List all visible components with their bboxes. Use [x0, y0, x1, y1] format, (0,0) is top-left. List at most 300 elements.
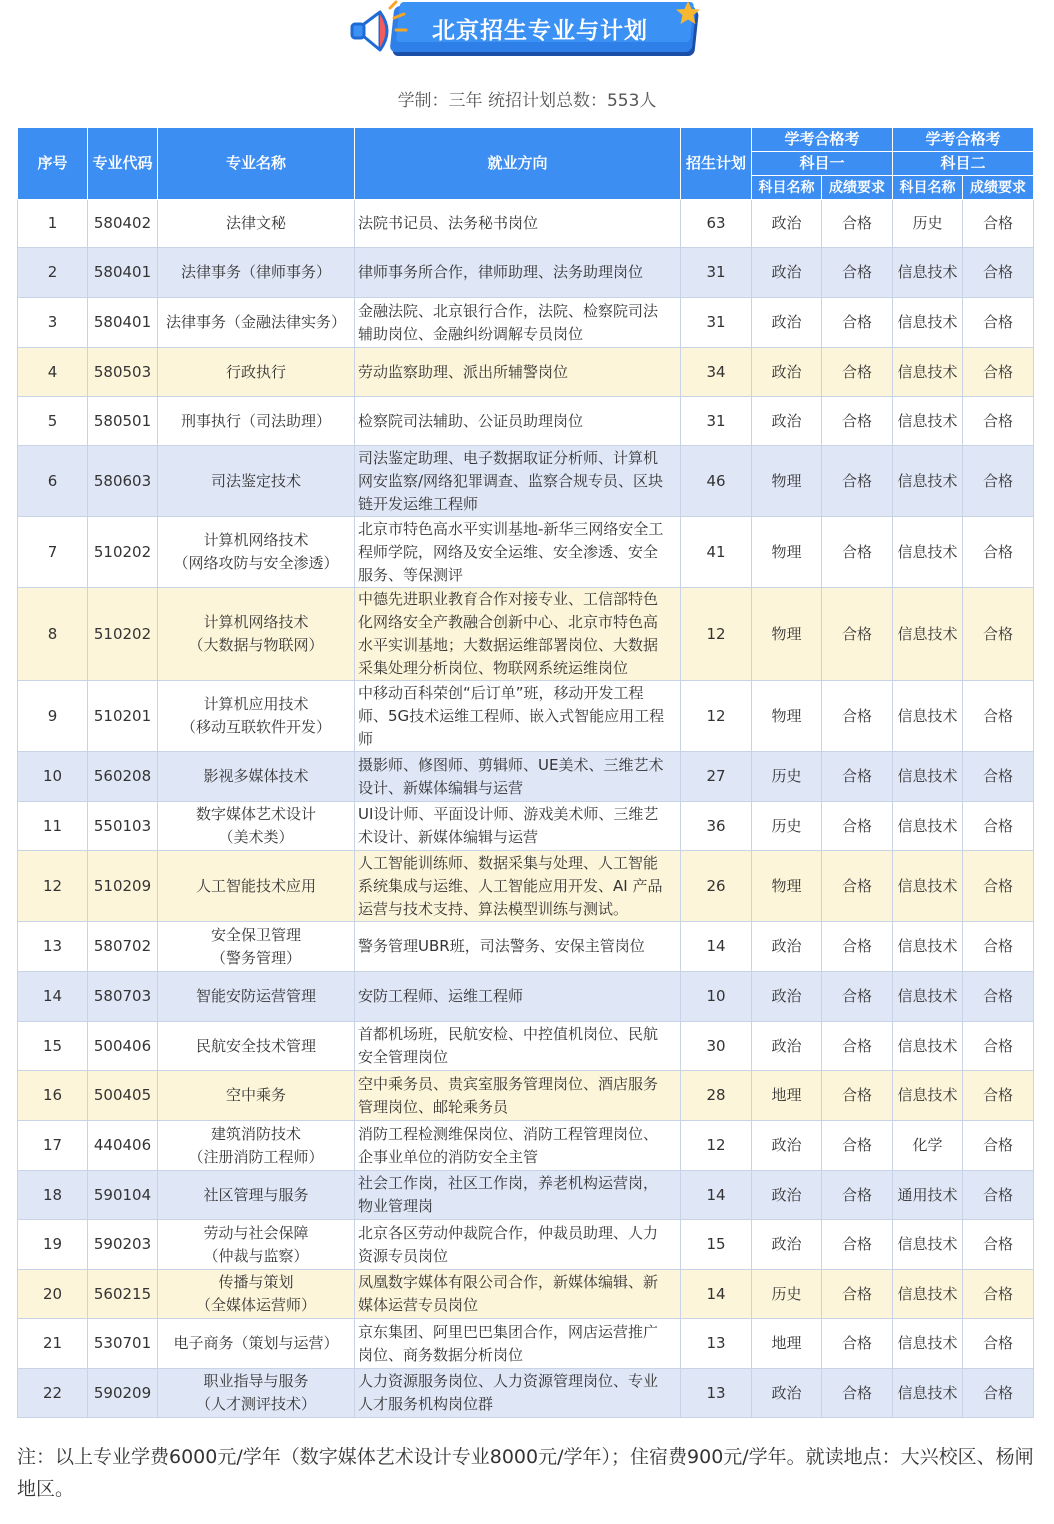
- employment-direction-line: 化网络安全产教融合创新中心、北京市特色高: [358, 613, 659, 631]
- enrollment-plan-cell: 31: [681, 397, 752, 446]
- row-number-cell: 1: [18, 200, 88, 248]
- employment-direction-line: 水平实训基地；大数据运维部署岗位、大数据: [358, 636, 659, 654]
- row-number-cell: 2: [18, 248, 88, 298]
- header-plan: 招生计划: [681, 128, 752, 200]
- subject-1-name-cell: 物理: [752, 851, 822, 922]
- row-number-cell: 3: [18, 298, 88, 348]
- subject-1-name-cell: 政治: [752, 1022, 822, 1071]
- major-code-cell: 580603: [88, 446, 158, 517]
- subject-1-name-cell: 地理: [752, 1319, 822, 1369]
- employment-direction-cell: [355, 1121, 681, 1171]
- employment-direction-line: 服务、等保测评: [358, 565, 464, 584]
- employment-direction-line: 媒体运营专员岗位: [358, 1296, 479, 1314]
- enrollment-plan-cell: 63: [681, 200, 752, 248]
- header-exam-group-1: 学考合格考: [752, 128, 893, 152]
- row-number-cell: 22: [18, 1369, 88, 1418]
- employment-direction-line: 摄影师、修图师、剪辑师、UE美术、三维艺术: [358, 755, 664, 774]
- row-number-cell: 5: [18, 397, 88, 446]
- employment-direction-cell: [355, 1171, 681, 1220]
- table-row: [18, 248, 1034, 298]
- row-number-cell: 9: [18, 681, 88, 752]
- employment-direction-line: 采集处理分析岗位、物联网系统运维岗位: [358, 659, 629, 677]
- enrollment-plan-cell: 12: [681, 588, 752, 681]
- table-row: [18, 1220, 1034, 1270]
- employment-direction-line: 人力资源服务岗位、人力资源管理岗位、专业: [358, 1372, 659, 1390]
- major-name-line: 空中乘务: [225, 1086, 286, 1104]
- employment-direction-cell: [355, 446, 681, 517]
- header-subject-1: 科目一: [752, 152, 893, 176]
- major-name-line: 法律事务（金融法律实务）: [165, 313, 346, 331]
- major-name-line: 建筑消防技术: [210, 1124, 301, 1143]
- subject-2-requirement-cell: 合格: [963, 588, 1034, 681]
- subject-1-requirement-cell: 合格: [822, 1369, 893, 1418]
- enrollment-plan-cell: 14: [681, 1270, 752, 1319]
- header-no: 序号: [18, 128, 88, 200]
- major-name-line: 安全保卫管理: [210, 925, 301, 944]
- major-name-cell: [158, 1071, 355, 1121]
- major-name-line: （警务管理）: [210, 948, 301, 967]
- subject-1-requirement-cell: 合格: [822, 1220, 893, 1270]
- major-name-line: 职业指导与服务: [203, 1372, 309, 1390]
- employment-direction-line: UI设计师、平面设计师、游戏美术师、三维艺: [358, 805, 659, 823]
- major-name-cell: [158, 851, 355, 922]
- subject-1-requirement-cell: 合格: [822, 1171, 893, 1220]
- enrollment-plan-cell: 13: [681, 1369, 752, 1418]
- employment-direction-line: 物业管理岗: [358, 1197, 434, 1215]
- subject-1-name-cell: 历史: [752, 802, 822, 851]
- subject-2-requirement-cell: 合格: [963, 1022, 1034, 1071]
- subject-1-requirement-cell: 合格: [822, 588, 893, 681]
- employment-direction-line: 消防工程检测维保岗位、消防工程管理岗位、: [358, 1124, 659, 1143]
- employment-direction-line: 空中乘务员、贵宾室服务管理岗位、酒店服务: [358, 1074, 659, 1093]
- enrollment-plan-cell: 14: [681, 922, 752, 972]
- employment-direction-line: 辅助岗位、金融纠纷调解专员岗位: [358, 324, 584, 343]
- major-code-cell: 500405: [88, 1071, 158, 1121]
- major-name-line: 劳动与社会保障: [203, 1223, 309, 1242]
- major-name-line: 人工智能技术应用: [195, 876, 316, 895]
- major-code-cell: 440406: [88, 1121, 158, 1171]
- subject-1-requirement-cell: 合格: [822, 446, 893, 517]
- subject-1-requirement-cell: 合格: [822, 1121, 893, 1171]
- enrollment-plan-cell: 13: [681, 1319, 752, 1369]
- major-name-line: （网络攻防与安全渗透）: [173, 554, 339, 572]
- enrollment-plan-cell: 34: [681, 348, 752, 397]
- subject-1-requirement-cell: 合格: [822, 1270, 893, 1319]
- major-name-cell: [158, 752, 355, 802]
- subject-2-requirement-cell: 合格: [963, 446, 1034, 517]
- subject-2-requirement-cell: 合格: [963, 1121, 1034, 1171]
- subject-1-requirement-cell: 合格: [822, 248, 893, 298]
- employment-direction-line: 链开发运维工程师: [358, 494, 479, 513]
- major-name-line: 影视多媒体技术: [203, 767, 309, 785]
- row-number-cell: 12: [18, 851, 88, 922]
- major-code-cell: 560215: [88, 1270, 158, 1319]
- major-code-cell: 580503: [88, 348, 158, 397]
- table-row: [18, 298, 1034, 348]
- subject-2-name-cell: 信息技术: [893, 851, 963, 922]
- employment-direction-line: 北京市特色高水平实训基地-新华三网络安全工: [358, 519, 664, 538]
- subject-1-name-cell: 物理: [752, 517, 822, 588]
- major-code-cell: 590104: [88, 1171, 158, 1220]
- table-row: [18, 348, 1034, 397]
- employment-direction-cell: [355, 1071, 681, 1121]
- table-row: [18, 1022, 1034, 1071]
- employment-direction-cell: [355, 681, 681, 752]
- subject-1-name-cell: 政治: [752, 1369, 822, 1418]
- row-number-cell: 19: [18, 1220, 88, 1270]
- major-name-line: 电子商务（策划与运营）: [173, 1334, 339, 1352]
- header-subject-name-2: 科目名称: [893, 176, 963, 200]
- employment-direction-line: 安全管理岗位: [358, 1048, 449, 1066]
- employment-direction-cell: [355, 1369, 681, 1418]
- subject-1-name-cell: 政治: [752, 1171, 822, 1220]
- subject-2-name-cell: 信息技术: [893, 517, 963, 588]
- table-header: [18, 128, 1034, 200]
- header-requirement-2: 成绩要求: [963, 176, 1034, 200]
- header-requirement-1: 成绩要求: [822, 176, 893, 200]
- major-name-cell: [158, 1022, 355, 1071]
- employment-direction-line: 企事业单位的消防安全主管: [358, 1147, 539, 1166]
- subject-1-requirement-cell: 合格: [822, 200, 893, 248]
- subject-1-requirement-cell: 合格: [822, 1319, 893, 1369]
- subject-2-name-cell: 信息技术: [893, 752, 963, 802]
- row-number-cell: 14: [18, 972, 88, 1022]
- major-code-cell: 590203: [88, 1220, 158, 1270]
- major-name-line: 法律文秘: [225, 214, 286, 232]
- enrollment-plan-cell: 36: [681, 802, 752, 851]
- row-number-cell: 4: [18, 348, 88, 397]
- subject-1-requirement-cell: 合格: [822, 1022, 893, 1071]
- employment-direction-cell: [355, 1022, 681, 1071]
- major-name-cell: [158, 348, 355, 397]
- major-name-line: 数字媒体艺术设计: [195, 805, 316, 823]
- major-name-cell: [158, 248, 355, 298]
- subject-2-name-cell: 信息技术: [893, 1319, 963, 1369]
- subject-1-requirement-cell: 合格: [822, 851, 893, 922]
- major-name-cell: [158, 200, 355, 248]
- row-number-cell: 8: [18, 588, 88, 681]
- employment-direction-cell: [355, 1220, 681, 1270]
- subject-1-requirement-cell: 合格: [822, 348, 893, 397]
- table-row: [18, 1121, 1034, 1171]
- subject-1-requirement-cell: 合格: [822, 972, 893, 1022]
- subject-2-requirement-cell: 合格: [963, 248, 1034, 298]
- major-name-cell: [158, 1270, 355, 1319]
- major-name-cell: [158, 588, 355, 681]
- subject-2-requirement-cell: 合格: [963, 802, 1034, 851]
- employment-direction-cell: [355, 1270, 681, 1319]
- employment-direction-line: 司法鉴定助理、电子数据取证分析师、计算机: [358, 448, 659, 467]
- major-name-line: （仲裁与监察）: [203, 1246, 309, 1265]
- major-name-cell: [158, 1171, 355, 1220]
- header-name: 专业名称: [158, 128, 355, 200]
- megaphone-icon: [350, 0, 412, 60]
- subject-2-requirement-cell: 合格: [963, 922, 1034, 972]
- row-number-cell: 11: [18, 802, 88, 851]
- subject-2-name-cell: 信息技术: [893, 397, 963, 446]
- table-row: [18, 681, 1034, 752]
- employment-direction-cell: [355, 1319, 681, 1369]
- row-number-cell: 21: [18, 1319, 88, 1369]
- employment-direction-cell: [355, 517, 681, 588]
- major-name-cell: [158, 1121, 355, 1171]
- subject-2-requirement-cell: 合格: [963, 681, 1034, 752]
- footnote: 注：以上专业学费6000元/学年（数字媒体艺术设计专业8000元/学年）；住宿费900元/学年。就读地点：大兴校区、杨闸地区。: [17, 1446, 1034, 1500]
- subject-2-requirement-cell: 合格: [963, 348, 1034, 397]
- major-name-cell: [158, 922, 355, 972]
- subject-1-requirement-cell: 合格: [822, 681, 893, 752]
- subject-2-name-cell: 信息技术: [893, 922, 963, 972]
- major-name-line: 社区管理与服务: [203, 1185, 309, 1204]
- major-code-cell: 500406: [88, 1022, 158, 1071]
- subject-2-requirement-cell: 合格: [963, 1071, 1034, 1121]
- table-row: [18, 200, 1034, 248]
- subject-2-requirement-cell: 合格: [963, 1270, 1034, 1319]
- major-name-cell: [158, 1220, 355, 1270]
- employment-direction-line: 师: [358, 729, 374, 748]
- enrollment-plan-cell: 12: [681, 681, 752, 752]
- title-banner: [350, 0, 702, 62]
- major-name-line: （全媒体运营师）: [195, 1296, 316, 1314]
- enrollment-plan-cell: 26: [681, 851, 752, 922]
- subject-2-requirement-cell: 合格: [963, 397, 1034, 446]
- major-name-line: 民航安全技术管理: [195, 1036, 316, 1055]
- table-row: [18, 446, 1034, 517]
- enrollment-plan-cell: 46: [681, 446, 752, 517]
- subject-2-name-cell: 信息技术: [893, 802, 963, 851]
- subject-2-name-cell: 信息技术: [893, 972, 963, 1022]
- employment-direction-cell: [355, 348, 681, 397]
- employment-direction-line: 管理岗位、邮轮乘务员: [358, 1097, 509, 1116]
- row-number-cell: 18: [18, 1171, 88, 1220]
- table-row: [18, 1270, 1034, 1319]
- subject-1-requirement-cell: 合格: [822, 1071, 893, 1121]
- employment-direction-line: 中德先进职业教育合作对接专业、工信部特色: [358, 590, 659, 608]
- employment-direction-line: 师、5G技术运维工程师、嵌入式智能应用工程: [358, 706, 665, 725]
- employment-direction-cell: [355, 588, 681, 681]
- subject-2-name-cell: 信息技术: [893, 1270, 963, 1319]
- employment-direction-line: 律师事务所合作，律师助理、法务助理岗位: [358, 263, 644, 281]
- employment-direction-line: 法院书记员、法务秘书岗位: [358, 214, 539, 232]
- table-row: [18, 972, 1034, 1022]
- subject-1-name-cell: 政治: [752, 248, 822, 298]
- major-name-cell: [158, 298, 355, 348]
- subject-2-name-cell: 信息技术: [893, 1022, 963, 1071]
- table-row: [18, 802, 1034, 851]
- major-code-cell: 580702: [88, 922, 158, 972]
- subject-1-name-cell: 物理: [752, 446, 822, 517]
- employment-direction-line: 系统集成与运维、人工智能应用开发、AI 产品: [358, 876, 663, 895]
- major-name-line: 司法鉴定技术: [210, 471, 301, 490]
- subject-1-name-cell: 政治: [752, 972, 822, 1022]
- employment-direction-line: 人才服务机构岗位群: [358, 1395, 494, 1413]
- employment-direction-line: 北京各区劳动仲裁院合作，仲裁员助理、人力: [358, 1223, 659, 1242]
- major-name-line: 传播与策划: [218, 1273, 294, 1291]
- employment-direction-line: 安防工程师、运维工程师: [358, 987, 524, 1005]
- employment-direction-line: 运营与技术支持、算法模型训练与测试。: [358, 899, 629, 918]
- table-row: [18, 851, 1034, 922]
- employment-direction-line: 中移动百科荣创“后订单”班，移动开发工程: [358, 683, 644, 702]
- subject-2-name-cell: 历史: [893, 200, 963, 248]
- employment-direction-cell: [355, 200, 681, 248]
- page-title: 北京招生专业与计划: [432, 18, 648, 44]
- subject-1-name-cell: 政治: [752, 397, 822, 446]
- major-name-line: 计算机网络技术: [203, 531, 309, 549]
- header-subject-2: 科目二: [893, 152, 1034, 176]
- subject-2-name-cell: 信息技术: [893, 1071, 963, 1121]
- subject-2-requirement-cell: 合格: [963, 517, 1034, 588]
- employment-direction-cell: [355, 298, 681, 348]
- subject-2-name-cell: 信息技术: [893, 348, 963, 397]
- subject-2-requirement-cell: 合格: [963, 851, 1034, 922]
- major-name-cell: [158, 1319, 355, 1369]
- employment-direction-line: 社会工作岗，社区工作岗，养老机构运营岗，: [358, 1174, 659, 1192]
- row-number-cell: 10: [18, 752, 88, 802]
- subject-2-requirement-cell: 合格: [963, 1171, 1034, 1220]
- row-number-cell: 7: [18, 517, 88, 588]
- major-name-line: 法律事务（律师事务）: [180, 263, 331, 281]
- major-code-cell: 510201: [88, 681, 158, 752]
- subject-1-name-cell: 物理: [752, 681, 822, 752]
- employment-direction-line: 设计、新媒体编辑与运营: [358, 778, 524, 797]
- major-code-cell: 580401: [88, 298, 158, 348]
- subject-2-requirement-cell: 合格: [963, 1369, 1034, 1418]
- major-name-line: 智能安防运营管理: [195, 987, 316, 1005]
- major-name-line: （人才测评技术）: [195, 1395, 316, 1413]
- table-row: [18, 1071, 1034, 1121]
- table-row: [18, 397, 1034, 446]
- major-code-cell: 550103: [88, 802, 158, 851]
- table-row: [18, 517, 1034, 588]
- subject-1-requirement-cell: 合格: [822, 517, 893, 588]
- enrollment-plan-cell: 12: [681, 1121, 752, 1171]
- enrollment-plan-cell: 27: [681, 752, 752, 802]
- major-code-cell: 580401: [88, 248, 158, 298]
- subject-2-name-cell: 信息技术: [893, 1369, 963, 1418]
- major-code-cell: 590209: [88, 1369, 158, 1418]
- major-code-cell: 530701: [88, 1319, 158, 1369]
- table-row: [18, 752, 1034, 802]
- major-code-cell: 580703: [88, 972, 158, 1022]
- employment-direction-line: 金融法院、北京银行合作，法院、检察院司法: [358, 301, 659, 320]
- enrollment-plan-cell: 28: [681, 1071, 752, 1121]
- major-name-cell: [158, 397, 355, 446]
- employment-direction-cell: [355, 972, 681, 1022]
- major-name-cell: [158, 972, 355, 1022]
- subject-2-name-cell: 化学: [893, 1121, 963, 1171]
- subject-1-requirement-cell: 合格: [822, 752, 893, 802]
- table-row: [18, 588, 1034, 681]
- subject-2-requirement-cell: 合格: [963, 752, 1034, 802]
- subject-2-name-cell: 信息技术: [893, 681, 963, 752]
- subject-2-name-cell: 信息技术: [893, 298, 963, 348]
- subject-1-name-cell: 政治: [752, 200, 822, 248]
- enrollment-plan-cell: 31: [681, 298, 752, 348]
- major-name-line: 计算机应用技术: [203, 695, 309, 713]
- employment-direction-cell: [355, 802, 681, 851]
- enrollment-plan-table: [17, 127, 1034, 1418]
- employment-direction-line: 京东集团、阿里巴巴集团合作，网店运营推广: [358, 1322, 659, 1341]
- table-body: [18, 200, 1034, 1418]
- major-code-cell: 510202: [88, 588, 158, 681]
- header-direction: 就业方向: [355, 128, 681, 200]
- subject-1-name-cell: 政治: [752, 298, 822, 348]
- major-name-cell: [158, 1369, 355, 1418]
- subject-1-requirement-cell: 合格: [822, 298, 893, 348]
- employment-direction-line: 劳动监察助理、派出所辅警岗位: [358, 362, 569, 381]
- row-number-cell: 13: [18, 922, 88, 972]
- major-code-cell: 510209: [88, 851, 158, 922]
- major-name-line: （注册消防工程师）: [188, 1147, 324, 1166]
- major-name-line: （大数据与物联网）: [188, 636, 324, 654]
- subject-2-name-cell: 信息技术: [893, 1220, 963, 1270]
- row-number-cell: 6: [18, 446, 88, 517]
- subject-1-requirement-cell: 合格: [822, 397, 893, 446]
- enrollment-plan-cell: 15: [681, 1220, 752, 1270]
- subject-1-name-cell: 政治: [752, 1220, 822, 1270]
- subject-1-name-cell: 物理: [752, 588, 822, 681]
- enrollment-plan-cell: 30: [681, 1022, 752, 1071]
- enrollment-plan-cell: 31: [681, 248, 752, 298]
- table-row: [18, 1369, 1034, 1418]
- employment-direction-cell: [355, 752, 681, 802]
- subject-1-name-cell: 政治: [752, 922, 822, 972]
- header-subject-name-1: 科目名称: [752, 176, 822, 200]
- enrollment-plan-cell: 14: [681, 1171, 752, 1220]
- star-icon: [675, 0, 701, 26]
- major-name-line: （移动互联软件开发）: [180, 718, 331, 736]
- subject-1-name-cell: 地理: [752, 1071, 822, 1121]
- subject-1-requirement-cell: 合格: [822, 922, 893, 972]
- subject-2-requirement-cell: 合格: [963, 1220, 1034, 1270]
- subject-2-requirement-cell: 合格: [963, 972, 1034, 1022]
- row-number-cell: 17: [18, 1121, 88, 1171]
- major-code-cell: 580501: [88, 397, 158, 446]
- employment-direction-line: 首都机场班，民航安检、中控值机岗位、民航: [358, 1025, 659, 1043]
- major-name-cell: [158, 802, 355, 851]
- employment-direction-line: 警务管理UBR班，司法警务、安保主管岗位: [358, 937, 645, 955]
- major-name-cell: [158, 517, 355, 588]
- employment-direction-line: 岗位、商务数据分析岗位: [358, 1345, 524, 1364]
- header-exam-group-2: 学考合格考: [893, 128, 1034, 152]
- employment-direction-cell: [355, 397, 681, 446]
- employment-direction-line: 检察院司法辅助、公证员助理岗位: [358, 411, 584, 430]
- employment-direction-line: 凤凰数字媒体有限公司合作，新媒体编辑、新: [358, 1273, 659, 1291]
- subject-2-name-cell: 信息技术: [893, 248, 963, 298]
- major-code-cell: 580402: [88, 200, 158, 248]
- enrollment-plan-cell: 10: [681, 972, 752, 1022]
- subject-2-requirement-cell: 合格: [963, 1319, 1034, 1369]
- major-name-line: 计算机网络技术: [203, 613, 309, 631]
- table-row: [18, 1319, 1034, 1369]
- major-name-line: 行政执行: [225, 362, 286, 381]
- subject-2-requirement-cell: 合格: [963, 298, 1034, 348]
- major-code-cell: 560208: [88, 752, 158, 802]
- subject-2-name-cell: 信息技术: [893, 588, 963, 681]
- major-name-line: 刑事执行（司法助理）: [180, 411, 331, 430]
- row-number-cell: 16: [18, 1071, 88, 1121]
- employment-direction-line: 人工智能训练师、数据采集与处理、人工智能: [358, 853, 659, 872]
- row-number-cell: 15: [18, 1022, 88, 1071]
- subject-1-name-cell: 历史: [752, 1270, 822, 1319]
- employment-direction-cell: [355, 922, 681, 972]
- subject-1-name-cell: 政治: [752, 1121, 822, 1171]
- employment-direction-cell: [355, 248, 681, 298]
- subject-2-requirement-cell: 合格: [963, 200, 1034, 248]
- subject-1-requirement-cell: 合格: [822, 802, 893, 851]
- employment-direction-line: 术设计、新媒体编辑与运营: [358, 828, 539, 846]
- subject-2-name-cell: 信息技术: [893, 446, 963, 517]
